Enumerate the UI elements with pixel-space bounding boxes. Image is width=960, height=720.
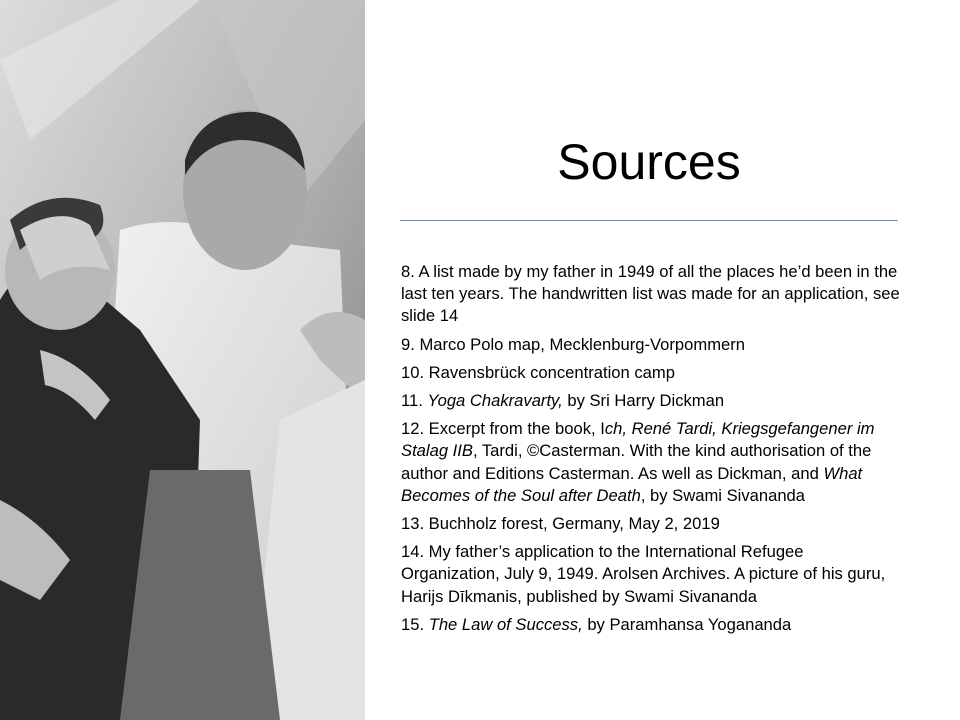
- source-title: What Becomes of the Soul after Death: [401, 463, 863, 505]
- source-item-14: [401, 541, 906, 608]
- source-item-11: [401, 390, 906, 412]
- source-item-9: [401, 334, 906, 356]
- source-title: ch, René Tardi, Kriegsgefangener im Stalag IIB: [401, 419, 875, 461]
- source-title: The Law of Success,: [428, 614, 583, 634]
- historical-photo: [0, 0, 365, 720]
- source-text: by Sri Harry Dickman: [562, 391, 725, 411]
- source-item-8: [401, 261, 906, 328]
- source-text: , by Swami Sivananda: [640, 485, 806, 505]
- sources-list: [401, 261, 906, 642]
- source-text: 12. Excerpt from the book, I: [401, 419, 605, 439]
- photo-illustration: [0, 0, 365, 720]
- source-text: 14. My father’s application to the International Refugee Organization, July 9, 1949. Arolsen Archives. A picture of his guru, Harijs Dīkmanis, published by Swami Sivananda: [401, 542, 886, 606]
- title-divider: [400, 220, 898, 221]
- source-item-13: [401, 513, 906, 535]
- source-text: by Paramhansa Yogananda: [582, 614, 792, 634]
- slide-title: Sources: [557, 134, 741, 190]
- source-text: 8. A list made by my father in 1949 of all the places he’d been in the last ten years. The handwritten list was made for an application, see slide 14: [401, 262, 900, 326]
- source-item-12: [401, 418, 906, 507]
- source-item-15: [401, 614, 906, 636]
- source-text: 13. Buchholz forest, Germany, May 2, 2019: [401, 514, 720, 534]
- source-text: , Tardi, ©Casterman. With the kind authorisation of the author and Editions Casterman. As well as Dickman, and: [401, 441, 872, 483]
- source-text: 11.: [401, 391, 428, 411]
- source-text: 15.: [401, 614, 429, 634]
- source-text: 10. Ravensbrück concentration camp: [401, 362, 675, 382]
- source-item-10: [401, 362, 906, 384]
- source-title: Yoga Chakravarty,: [427, 391, 563, 411]
- source-text: 9. Marco Polo map, Mecklenburg-Vorpommern: [401, 334, 746, 354]
